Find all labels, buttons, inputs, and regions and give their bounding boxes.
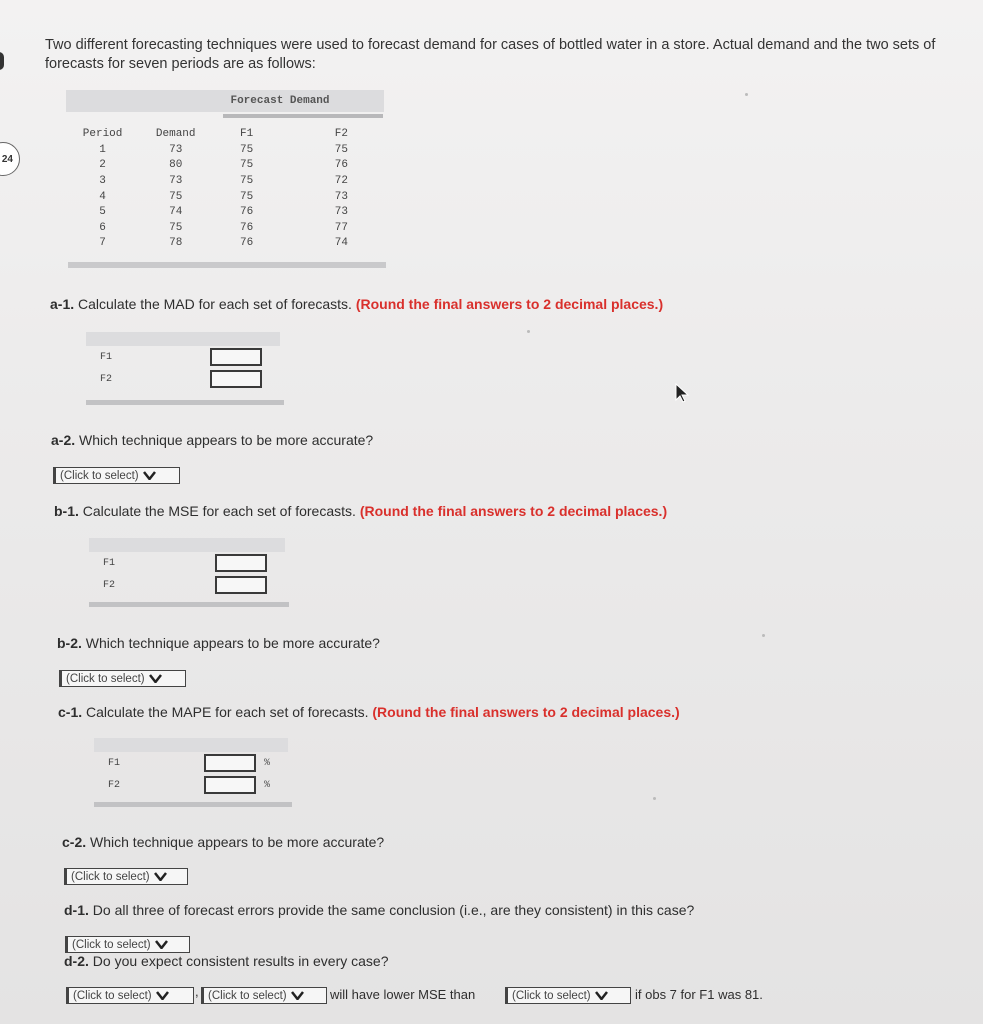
mape-answer-table — [94, 738, 294, 814]
cell-f1: 76 — [240, 206, 254, 219]
cell-f2: 77 — [334, 221, 348, 234]
col-demand: Demand — [155, 128, 196, 140]
question-b2 — [57, 635, 380, 651]
d2-middle-text: will have lower MSE than — [330, 987, 476, 1002]
dust-speck — [762, 634, 765, 637]
select-label: (Click to select) — [73, 989, 152, 1002]
percent-unit-f2: % — [264, 780, 271, 791]
select-label: (Click to select) — [512, 989, 591, 1002]
cell-f2: 74 — [334, 237, 348, 250]
d2-first-select[interactable] — [66, 987, 194, 1004]
question-a2-prefix: a-2. — [51, 432, 76, 448]
problem-statement: Two different forecasting techniques were used to forecast demand for cases of bottled water in a store. Actual demand and the two sets of forecasts for seven periods are as follows: — [45, 37, 936, 72]
cell-f2: 73 — [334, 206, 348, 219]
mse-f2-input[interactable] — [215, 576, 267, 594]
table-row — [66, 173, 384, 189]
cell-period: 1 — [99, 143, 106, 156]
dust-speck — [745, 93, 748, 96]
d1-consistency-select[interactable] — [65, 936, 190, 953]
question-a2 — [51, 432, 373, 448]
cell-period: 4 — [99, 190, 106, 203]
select-label: (Click to select) — [60, 469, 139, 482]
question-d2-text: Do you expect consistent results in every case? — [88, 953, 389, 969]
cell-f1: 76 — [240, 237, 254, 250]
answer-table-header — [94, 738, 288, 752]
cell-demand: 78 — [169, 237, 183, 250]
cell-f1: 75 — [240, 174, 254, 187]
mad-answer-table — [86, 332, 286, 408]
demand-table — [66, 126, 384, 251]
a2-technique-select[interactable] — [53, 467, 180, 484]
question-c1-prefix: c-1. — [58, 704, 83, 720]
question-b1-text: Calculate the MSE for each set of forecasts. — [78, 503, 360, 519]
label-f1: F1 — [100, 352, 113, 363]
chevron-down-icon — [155, 940, 168, 949]
cell-period: 2 — [99, 159, 106, 172]
question-a1-text: Calculate the MAD for each set of forecasts. — [74, 296, 356, 312]
cell-f1: 75 — [240, 143, 254, 156]
col-f1: F1 — [240, 128, 254, 140]
cell-demand: 75 — [169, 190, 183, 203]
d2-third-select[interactable] — [505, 987, 631, 1004]
answer-table-footer — [94, 802, 292, 807]
question-a1-prefix: a-1. — [50, 296, 75, 312]
question-a1 — [50, 296, 663, 312]
cell-period: 7 — [99, 237, 106, 250]
question-d2 — [64, 953, 388, 969]
select-label: (Click to select) — [208, 989, 287, 1002]
table-footer-bar — [68, 262, 386, 268]
c2-technique-select[interactable] — [64, 868, 188, 885]
question-d1 — [64, 902, 694, 918]
cell-period: 5 — [99, 206, 106, 219]
mape-f1-input[interactable] — [204, 754, 256, 772]
select-label: (Click to select) — [66, 672, 145, 685]
select-label: (Click to select) — [71, 870, 150, 883]
mse-answer-table — [89, 538, 291, 614]
question-a1-note: (Round the final answers to 2 decimal places.) — [355, 296, 664, 312]
label-f1: F1 — [108, 758, 121, 769]
cell-demand: 73 — [169, 143, 183, 156]
d2-comma: , — [195, 984, 199, 999]
left-edge-marker — [0, 52, 4, 70]
cell-f2: 73 — [334, 190, 348, 203]
chevron-down-icon — [149, 674, 162, 683]
answer-table-header — [86, 332, 280, 346]
label-f2: F2 — [103, 580, 116, 591]
chevron-down-icon — [156, 991, 169, 1000]
question-a2-text: Which technique appears to be more accurate? — [75, 432, 374, 448]
table-row — [66, 142, 384, 158]
cell-f1: 76 — [240, 221, 254, 234]
label-f2: F2 — [108, 780, 121, 791]
mouse-pointer-icon — [674, 383, 690, 408]
chevron-down-icon — [154, 872, 167, 881]
mad-f1-input[interactable] — [210, 348, 262, 366]
question-b1-prefix: b-1. — [54, 503, 79, 519]
cell-f1: 75 — [240, 159, 254, 172]
label-f1: F1 — [103, 558, 116, 569]
forecast-data-table — [66, 90, 384, 250]
question-d1-text: Do all three of forecast errors provide the same conclusion (i.e., are they consistent) in this case? — [88, 902, 695, 918]
col-period: Period — [82, 128, 123, 140]
question-b1 — [54, 503, 667, 519]
question-c1-note: (Round the final answers to 2 decimal places.) — [372, 704, 680, 720]
mse-f1-input[interactable] — [215, 554, 267, 572]
forecast-demand-header: Forecast Demand — [66, 90, 384, 112]
question-b1-note: (Round the final answers to 2 decimal places.) — [359, 503, 668, 519]
cell-f2: 75 — [334, 143, 348, 156]
cell-f2: 72 — [334, 174, 348, 187]
answer-table-footer — [89, 602, 289, 607]
col-f2: F2 — [334, 128, 348, 140]
select-label: (Click to select) — [72, 938, 151, 951]
question-c1-text: Calculate the MAPE for each set of forecasts. — [82, 704, 373, 720]
mape-f2-input[interactable] — [204, 776, 256, 794]
question-b2-text: Which technique appears to be more accurate? — [81, 635, 380, 651]
dust-speck — [527, 330, 530, 333]
cell-demand: 74 — [169, 206, 183, 219]
table-header-row — [66, 126, 384, 142]
chevron-down-icon — [595, 991, 608, 1000]
table-row — [66, 158, 384, 174]
question-b2-prefix: b-2. — [57, 635, 82, 651]
mad-f2-input[interactable] — [210, 370, 262, 388]
cell-demand: 75 — [169, 221, 183, 234]
question-c2-prefix: c-2. — [62, 834, 87, 850]
question-number: 24 — [1, 153, 13, 165]
answer-table-header — [89, 538, 285, 552]
table-row — [66, 189, 384, 205]
d2-end-text: if obs 7 for F1 was 81. — [635, 987, 763, 1002]
question-d2-prefix: d-2. — [64, 953, 89, 969]
question-c1 — [58, 704, 680, 720]
answer-table-footer — [86, 400, 284, 405]
question-c2-text: Which technique appears to be more accurate? — [86, 834, 385, 850]
cell-period: 6 — [99, 221, 106, 234]
cell-demand: 73 — [169, 174, 183, 187]
d2-second-select[interactable] — [201, 987, 327, 1004]
percent-unit-f1: % — [264, 758, 271, 769]
cell-f2: 76 — [334, 159, 348, 172]
cell-period: 3 — [99, 174, 106, 187]
cell-f1: 75 — [240, 190, 254, 203]
chevron-down-icon — [291, 991, 304, 1000]
dust-speck — [653, 797, 656, 800]
cell-demand: 80 — [169, 159, 183, 172]
table-row — [66, 236, 384, 252]
question-c2 — [62, 834, 384, 850]
table-row — [66, 220, 384, 236]
label-f2: F2 — [100, 374, 113, 385]
header-rule — [223, 114, 383, 118]
b2-technique-select[interactable] — [59, 670, 186, 687]
question-d1-prefix: d-1. — [64, 902, 89, 918]
chevron-down-icon — [143, 471, 156, 480]
table-row — [66, 204, 384, 220]
